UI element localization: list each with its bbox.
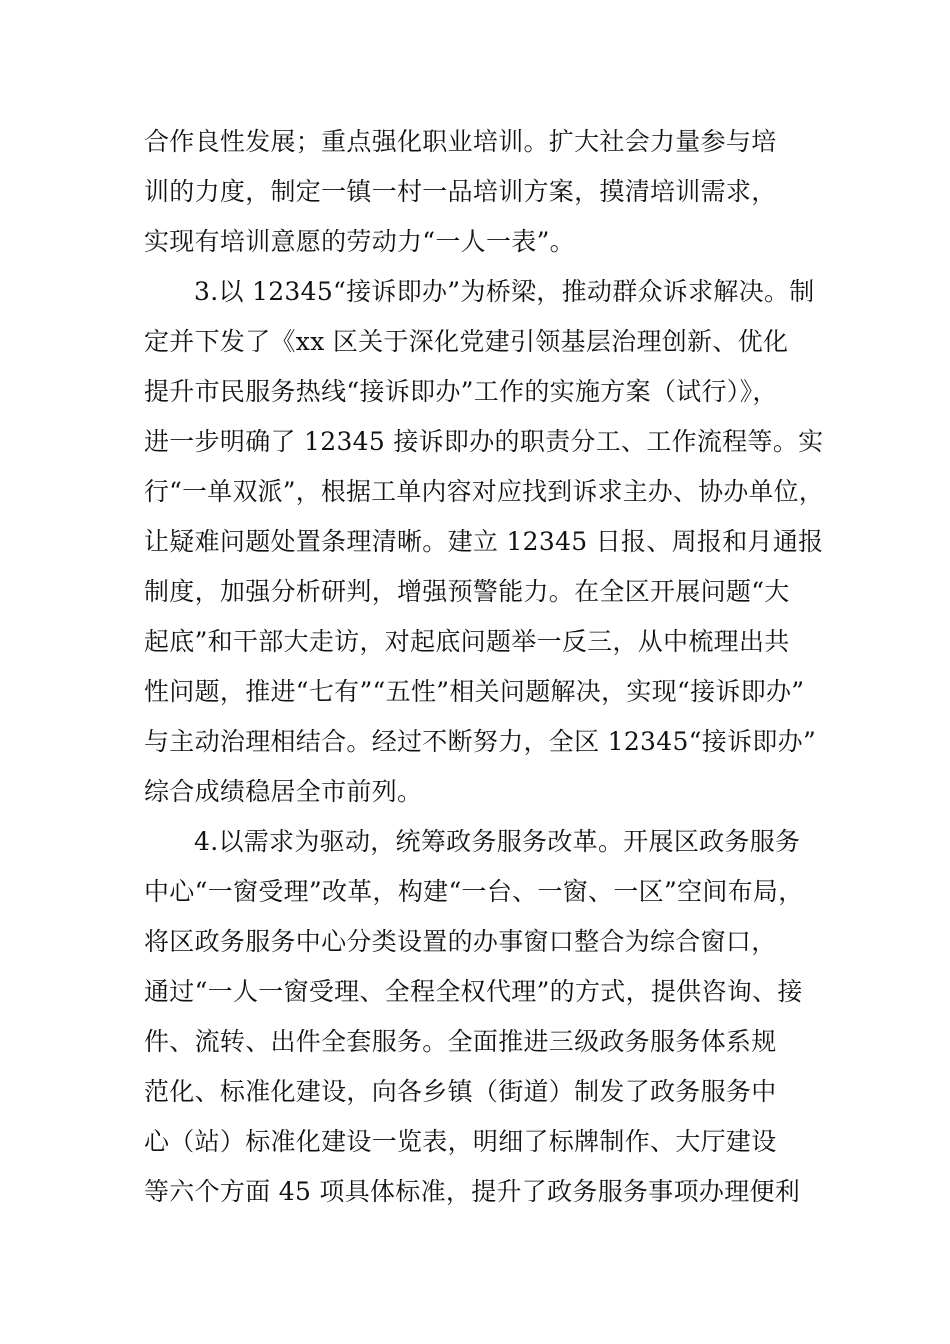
text-line: 通过“一人一窗受理、全程全权代理”的方式，提供咨询、接: [144, 977, 803, 1006]
text-line: 定并下发了《xx 区关于深化党建引领基层治理创新、优化: [144, 327, 789, 356]
paragraph-start-line: 4.以需求为驱动，统筹政务服务改革。开展区政务服务: [194, 827, 801, 856]
text-line: 让疑难问题处置条理清晰。建立 12345 日报、周报和月通报: [144, 527, 824, 556]
text-line: 合作良性发展；重点强化职业培训。扩大社会力量参与培: [144, 127, 777, 156]
text-line: 训的力度，制定一镇一村一品培训方案，摸清培训需求，: [144, 177, 777, 206]
text-line: 件、流转、出件全套服务。全面推进三级政务服务体系规: [144, 1027, 777, 1056]
text-line: 实现有培训意愿的劳动力“一人一表”。: [144, 227, 575, 256]
text-line: 进一步明确了 12345 接诉即办的职责分工、工作流程等。实: [144, 427, 824, 456]
text-line: 将区政务服务中心分类设置的办事窗口整合为综合窗口，: [144, 927, 777, 956]
text-line: 等六个方面 45 项具体标准，提升了政务服务事项办理便利: [144, 1177, 801, 1206]
text-line: 心（站）标准化建设一览表，明细了标牌制作、大厅建设: [144, 1127, 777, 1156]
text-line: 综合成绩稳居全市前列。: [144, 777, 423, 806]
paragraph-start-line: 3.以 12345“接诉即办”为桥梁，推动群众诉求解决。制: [194, 277, 815, 306]
text-line: 性问题，推进“七有”“五性”相关问题解决，实现“接诉即办”: [144, 677, 805, 706]
text-line: 行“一单双派”，根据工单内容对应找到诉求主办、协办单位，: [144, 477, 824, 506]
text-line: 与主动治理相结合。经过不断努力，全区 12345“接诉即办”: [144, 727, 817, 756]
text-line: 范化、标准化建设，向各乡镇（街道）制发了政务服务中: [144, 1077, 777, 1106]
text-line: 制度，加强分析研判，增强预警能力。在全区开展问题“大: [144, 577, 790, 606]
text-line: 中心“一窗受理”改革，构建“一台、一窗、一区”空间布局，: [144, 877, 804, 906]
text-line: 起底”和干部大走访，对起底问题举一反三，从中梳理出共: [144, 627, 790, 656]
text-line: 提升市民服务热线“接诉即办”工作的实施方案（试行）》，: [144, 377, 778, 406]
